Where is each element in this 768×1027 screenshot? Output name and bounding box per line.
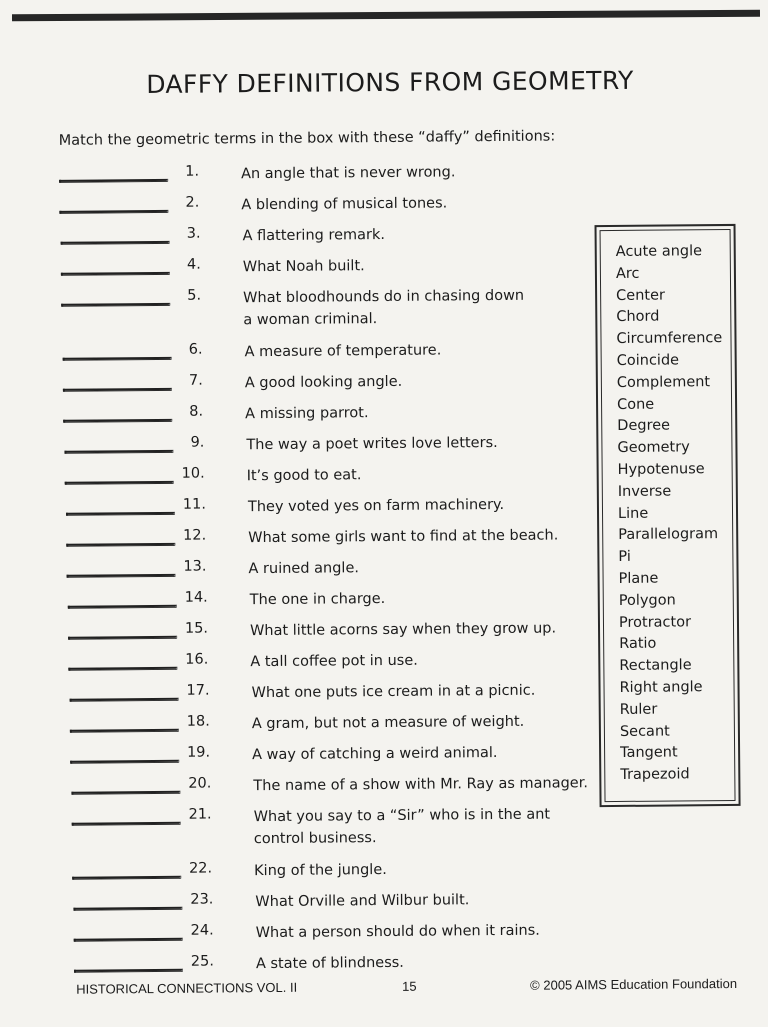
question-text: What Noah built. (243, 255, 365, 278)
answer-blank[interactable] (65, 481, 174, 485)
answer-blank[interactable] (68, 667, 177, 671)
term-item: Rectangle (619, 658, 691, 675)
question-number: 13. (173, 559, 206, 575)
question-number: 6. (170, 342, 203, 358)
question-text: A measure of temperature. (245, 339, 442, 363)
question-text: What a person should do when it rains. (256, 920, 540, 944)
answer-blank[interactable] (61, 303, 170, 307)
term-item: Ruler (620, 701, 658, 717)
question-number: 4. (168, 257, 201, 273)
question-number: 15. (175, 621, 208, 637)
answer-blank[interactable] (67, 574, 176, 578)
term-item: Ratio (619, 636, 656, 652)
answer-blank[interactable] (61, 241, 170, 245)
question-text: The one in charge. (250, 588, 386, 611)
term-item: Geometry (617, 440, 689, 457)
question-number: 24. (181, 923, 214, 939)
term-item: Parallelogram (618, 526, 718, 543)
term-item: Right angle (619, 679, 702, 696)
answer-blank[interactable] (68, 636, 177, 640)
question-text: What you say to a “Sir” who is in the ant control business. (254, 804, 551, 851)
footer-copyright: © 2005 AIMS Education Foundation (530, 976, 737, 993)
question-text: What Orville and Wilbur built. (255, 889, 469, 913)
answer-blank[interactable] (66, 543, 175, 547)
term-item: Inverse (618, 483, 672, 499)
question-number: 8. (170, 404, 203, 420)
question-text: King of the jungle. (254, 859, 387, 882)
question-number: 25. (181, 954, 214, 970)
term-item: Secant (620, 723, 670, 739)
answer-blank[interactable] (70, 729, 179, 733)
footer-series: HISTORICAL CONNECTIONS VOL. II (76, 980, 297, 997)
question-number: 21. (179, 807, 212, 823)
answer-blank[interactable] (59, 179, 168, 183)
question-number: 12. (173, 528, 206, 544)
term-item: Center (616, 287, 665, 303)
term-item: Tangent (620, 745, 678, 762)
question-text: What one puts ice cream in at a picnic. (251, 680, 535, 704)
answer-blank[interactable] (72, 822, 181, 826)
page-title: DAFFY DEFINITIONS FROM GEOMETRY (146, 66, 646, 99)
term-item: Protractor (619, 614, 691, 631)
answer-blank[interactable] (64, 450, 173, 454)
term-item: Polygon (619, 592, 676, 608)
question-text: A gram, but not a measure of weight. (252, 711, 525, 735)
term-item: Complement (617, 374, 710, 391)
question-number: 9. (171, 435, 204, 451)
term-item: Pi (618, 549, 631, 565)
term-item: Line (618, 505, 648, 521)
term-item: Hypotenuse (618, 461, 705, 478)
term-item: Degree (617, 418, 670, 434)
question-text: A ruined angle. (248, 557, 359, 580)
answer-blank[interactable] (74, 938, 183, 942)
question-text: What bloodhounds do in chasing down a woman criminal. (243, 285, 524, 331)
answer-blank[interactable] (71, 791, 180, 795)
term-item: Coincide (617, 352, 679, 369)
question-number: 11. (173, 497, 206, 513)
answer-blank[interactable] (73, 907, 182, 911)
question-number: 1. (166, 164, 199, 180)
question-number: 3. (167, 226, 200, 242)
term-item: Plane (619, 571, 659, 587)
answer-blank[interactable] (72, 876, 181, 880)
answer-blank[interactable] (68, 605, 177, 609)
question-text: What little acorns say when they grow up. (250, 618, 556, 643)
question-text: They voted yes on farm machinery. (248, 494, 504, 518)
question-number: 17. (176, 683, 209, 699)
answer-blank[interactable] (63, 357, 172, 361)
answer-blank[interactable] (70, 698, 179, 702)
answer-blank[interactable] (59, 210, 168, 214)
question-number: 19. (177, 745, 210, 761)
question-text: The name of a show with Mr. Ray as manager. (253, 772, 588, 797)
term-item: Chord (616, 309, 659, 325)
question-text: A state of blindness. (256, 952, 404, 975)
question-text: A good looking angle. (245, 371, 403, 394)
answer-blank[interactable] (70, 760, 179, 764)
question-number: 22. (179, 861, 212, 877)
question-text: A tall coffee pot in use. (250, 650, 418, 673)
question-number: 7. (170, 373, 203, 389)
term-item: Cone (617, 396, 654, 412)
answer-blank[interactable] (63, 419, 172, 423)
question-text: It’s good to eat. (247, 464, 362, 487)
question-number: 10. (172, 466, 205, 482)
question-number: 18. (177, 714, 210, 730)
footer-page-number: 15 (402, 979, 417, 994)
term-item: Trapezoid (620, 767, 690, 784)
question-number: 5. (168, 288, 201, 304)
term-item: Arc (616, 266, 640, 282)
term-item: Acute angle (616, 243, 702, 260)
answer-blank[interactable] (63, 388, 172, 392)
instructions: Match the geometric terms in the box with these “daffy” definitions: (59, 128, 556, 148)
question-text: A missing parrot. (245, 402, 369, 425)
question-text: A way of catching a weird animal. (252, 742, 498, 766)
answer-blank[interactable] (74, 969, 183, 973)
question-text: The way a poet writes love letters. (246, 432, 497, 456)
question-text: An angle that is never wrong. (241, 161, 456, 185)
question-text: A blending of musical tones. (241, 192, 447, 216)
question-number: 16. (175, 652, 208, 668)
question-text: What some girls want to find at the beach. (248, 524, 558, 549)
answer-blank[interactable] (66, 512, 175, 516)
question-number: 2. (166, 195, 199, 211)
question-number: 14. (175, 590, 208, 606)
answer-blank[interactable] (61, 272, 170, 276)
term-box (595, 224, 741, 807)
question-text: A flattering remark. (242, 224, 385, 247)
term-item: Circumference (616, 330, 722, 347)
question-number: 20. (178, 776, 211, 792)
question-number: 23. (180, 892, 213, 908)
